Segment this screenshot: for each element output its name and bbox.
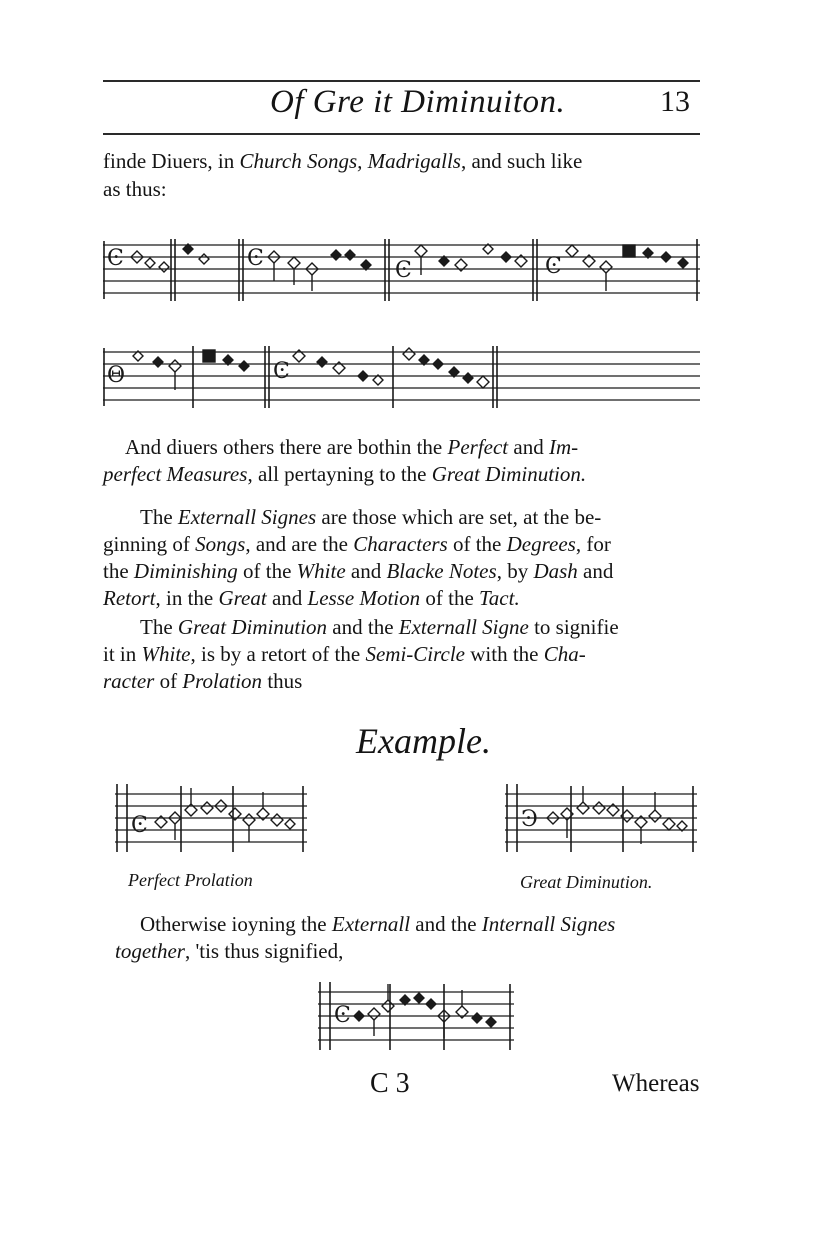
para1-line-1: And diuers others there are bothin the Perfect and Im- (125, 435, 579, 459)
caption-perfect-prolation: Perfect Prolation (128, 870, 253, 890)
svg-text:Ͼ: Ͼ (131, 813, 148, 838)
music-staff-2 (103, 342, 700, 412)
catchword: Whereas (612, 1070, 700, 1097)
para4-line-2: together, 'tis thus signified, (115, 939, 344, 963)
music-staff-combined-signes (318, 978, 514, 1056)
para3-line-2: it in White, is by a retort of the Semi-Circle with the Cha- (103, 642, 586, 666)
svg-text:Ͽ: Ͽ (521, 807, 538, 832)
para3-line-3: racter of Prolation thus (103, 669, 303, 693)
para3-line-1: The Great Diminution and the Externall Signe to signifie (140, 615, 619, 639)
para1-line-2: perfect Measures, all pertayning to the Great Diminution. (103, 462, 587, 486)
example-heading: Example. (356, 721, 491, 761)
signature-mark: C 3 (370, 1068, 410, 1099)
example-staff-perfect-prolation (115, 780, 307, 858)
running-title: Of Gre it Diminuiton. (270, 84, 566, 120)
svg-text:Ͼ: Ͼ (334, 1003, 351, 1028)
svg-text:Ͼ: Ͼ (545, 254, 562, 279)
para4-line-1: Otherwise ioyning the Externall and the Internall Signes (140, 912, 616, 936)
para2-line-4: Retort, in the Great and Lesse Motion of the Tact. (103, 586, 520, 610)
para2-line-2: ginning of Songs, and are the Characters of the Degrees, for (103, 532, 611, 556)
page-number: 13 (660, 85, 690, 118)
intro-line-2: as thus: (103, 177, 167, 201)
svg-text:Ͼ: Ͼ (273, 359, 290, 384)
caption-great-diminution: Great Diminution. (520, 872, 653, 892)
svg-text:Ͼ: Ͼ (247, 246, 264, 271)
para2-line-1: The Externall Signes are those which are set, at the be- (140, 505, 602, 529)
svg-text:Θ: Θ (107, 363, 126, 388)
example-staff-great-diminution (505, 780, 697, 858)
svg-text:Ͼ: Ͼ (395, 258, 412, 283)
music-staff-1 (103, 235, 700, 305)
intro-line-1: finde Diuers, in Church Songs, Madrigalls, and such like (103, 149, 583, 173)
header-rule-top (103, 80, 700, 82)
para2-line-3: the Diminishing of the White and Blacke Notes, by Dash and (103, 559, 614, 583)
header-rule-bottom (103, 133, 700, 135)
svg-text:Ͼ: Ͼ (107, 246, 124, 271)
